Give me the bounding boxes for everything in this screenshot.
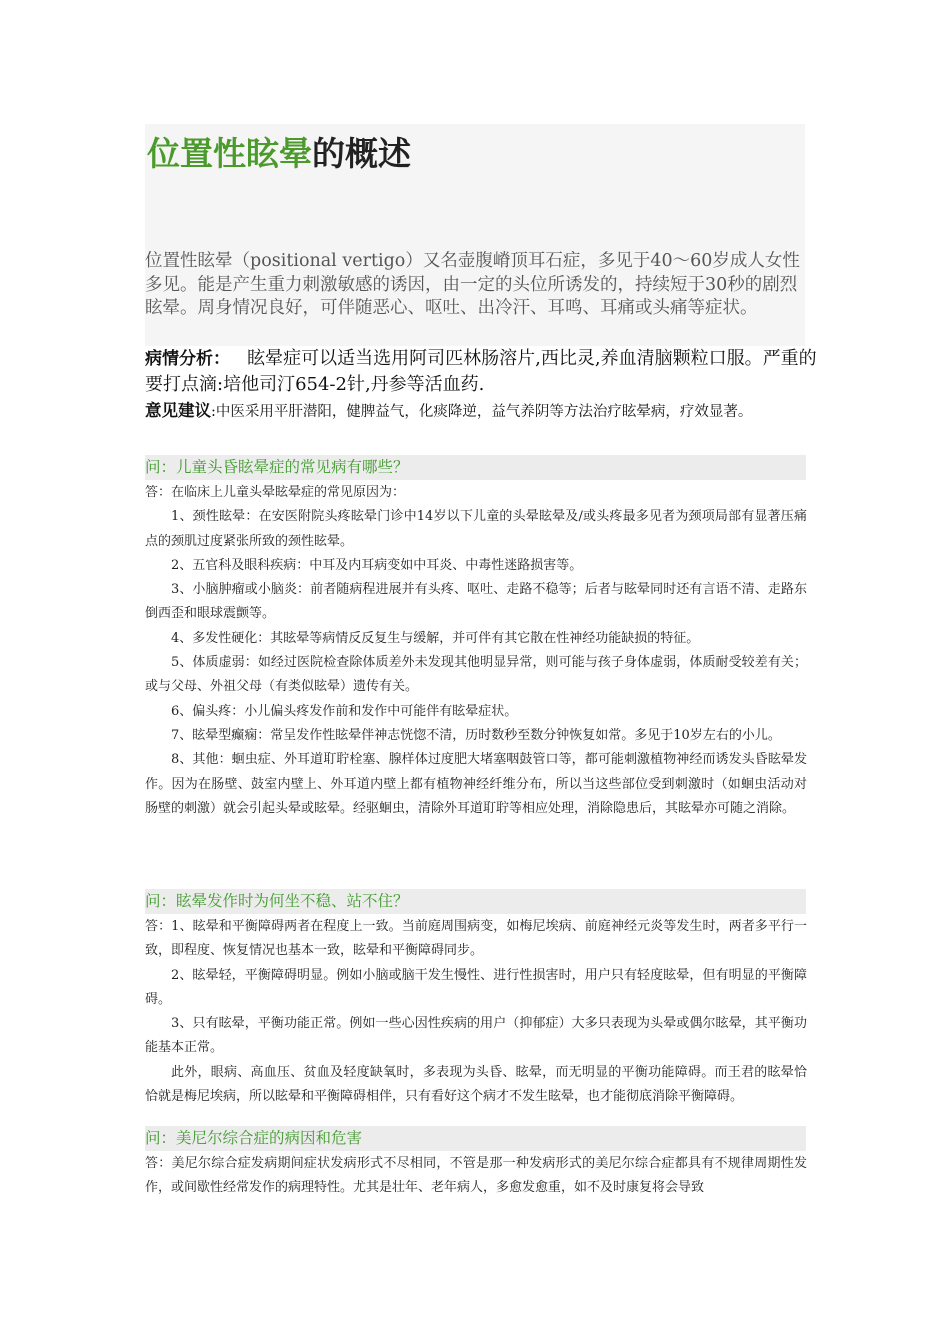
question-heading-2: 问：眩晕发作时为何坐不稳、站不住？ <box>145 889 806 914</box>
title-rest: 的概述 <box>312 134 411 173</box>
question-heading-3: 问：美尼尔综合症的病因和危害 <box>145 1126 806 1151</box>
page-title <box>147 128 411 175</box>
answer-paragraph: 4、多发性硬化：其眩晕等病情反反复生与缓解，并可伴有其它散在性神经功能缺损的特征。 <box>171 630 700 646</box>
answer-paragraph: 2、眩晕轻，平衡障碍明显。例如小脑或脑干发生慢性、进行性损害时，用户只有轻度眩晕，但有明显的平衡障碍。 <box>145 967 807 1007</box>
answer-paragraph: 5、体质虚弱：如经过医院检查除体质差外未发现其他明显异常，则可能与孩子身体虚弱，体质耐受较差有关；或与父母、外祖父母（有类似眩晕）遗传有关。 <box>145 655 807 695</box>
advice-label: 意见建议 <box>145 401 211 420</box>
title-highlight: 位置性眩晕 <box>147 134 312 173</box>
advice-text: :中医采用平肝潜阳，健脾益气，化痰降逆，益气养阴等方法治疗眩晕病，疗效显著。 <box>211 404 753 420</box>
analysis-text: 眩晕症可以适当选用阿司匹林肠溶片,西比灵,养血清脑颗粒口服。严重的要打点滴:培他司汀654-2针,丹参等活血药. <box>145 348 817 395</box>
answer-block-2 <box>145 915 807 1109</box>
answer-paragraph: 答：1、眩晕和平衡障碍两者在程度上一致。当前庭周围病变，如梅尼埃病、前庭神经元炎等发生时，两者多平行一致，即程度、恢复情况也基本一致，眩晕和平衡障碍同步。 <box>145 919 807 959</box>
answer-paragraph: 1、颈性眩晕：在安医附院头疼眩晕门诊中14岁以下儿童的头晕眩晕及/或头疼最多见者为颈项局部有显著压痛点的颈肌过度紧张所致的颈性眩晕。 <box>145 509 807 549</box>
answer-paragraph: 8、其他：蛔虫症、外耳道耵聍栓塞、腺样体过度肥大堵塞咽鼓管口等，都可能刺激植物神经而诱发头昏眩晕发作。因为在肠壁、鼓室内壁上、外耳道内壁上都有植物神经纤维分布，所以当这些部位受到刺激时（如蛔虫活动对肠壁的刺激）就会引起头晕或眩晕。经驱蛔虫，清除外耳道耵聍等相应处理，消除隐患后，其眩晕亦可随之消除。 <box>145 752 807 816</box>
answer-paragraph: 6、偏头疼：小儿偏头疼发作前和发作中可能伴有眩晕症状。 <box>171 703 518 719</box>
analysis-paragraph <box>145 346 817 397</box>
analysis-label: 病情分析： <box>145 349 230 369</box>
answer-paragraph: 7、眩晕型癫痫：常呈发作性眩晕伴神志恍惚不清，历时数秒至数分钟恢复如常。多见于10岁左右的小儿。 <box>171 727 781 743</box>
answer-paragraph: 3、只有眩晕，平衡功能正常。例如一些心因性疾病的用户（抑郁症）大多只表现为头晕或偶尔眩晕，其平衡功能基本正常。 <box>145 1016 807 1056</box>
intro-paragraph: 位置性眩晕（positional vertigo）又名壶腹嵴顶耳石症，多见于40～60岁成人女性多见。能是产生重力刺激敏感的诱因，由一定的头位所诱发的，持续短于30秒的剧烈眩晕。周身情况良好，可伴随恶心、呕吐、出冷汗、耳鸣、耳痛或头痛等症状。 <box>145 251 800 318</box>
answer-paragraph: 2、五官科及眼科疾病：中耳及内耳病变如中耳炎、中毒性迷路损害等。 <box>171 557 583 573</box>
answer-paragraph: 答：美尼尔综合症发病期间症状发病形式不尽相同，不管是那一种发病形式的美尼尔综合症都具有不规律周期性发作，或间歇性经常发作的病理特性。尤其是壮年、老年病人，多愈发愈重，如不及时康复将会导致 <box>145 1156 807 1196</box>
answer-block-3 <box>145 1152 807 1201</box>
question-heading-1: 问：儿童头昏眩晕症的常见病有哪些？ <box>145 455 806 480</box>
answer-paragraph: 3、小脑肿瘤或小脑炎：前者随病程进展并有头疼、呕吐、走路不稳等；后者与眩晕同时还有言语不清、走路东倒西歪和眼球震颤等。 <box>145 582 807 622</box>
answer-paragraph: 答：在临床上儿童头晕眩晕症的常见原因为： <box>145 485 406 500</box>
answer-block-1 <box>145 481 807 821</box>
answer-paragraph: 此外，眼病、高血压、贫血及轻度缺氧时，多表现为头昏、眩晕，而无明显的平衡功能障碍。而王君的眩晕恰恰就是梅尼埃病，所以眩晕和平衡障碍相伴，只有看好这个病才不发生眩晕，也才能彻底消除平衡障碍。 <box>145 1064 807 1105</box>
advice-paragraph <box>145 400 825 423</box>
